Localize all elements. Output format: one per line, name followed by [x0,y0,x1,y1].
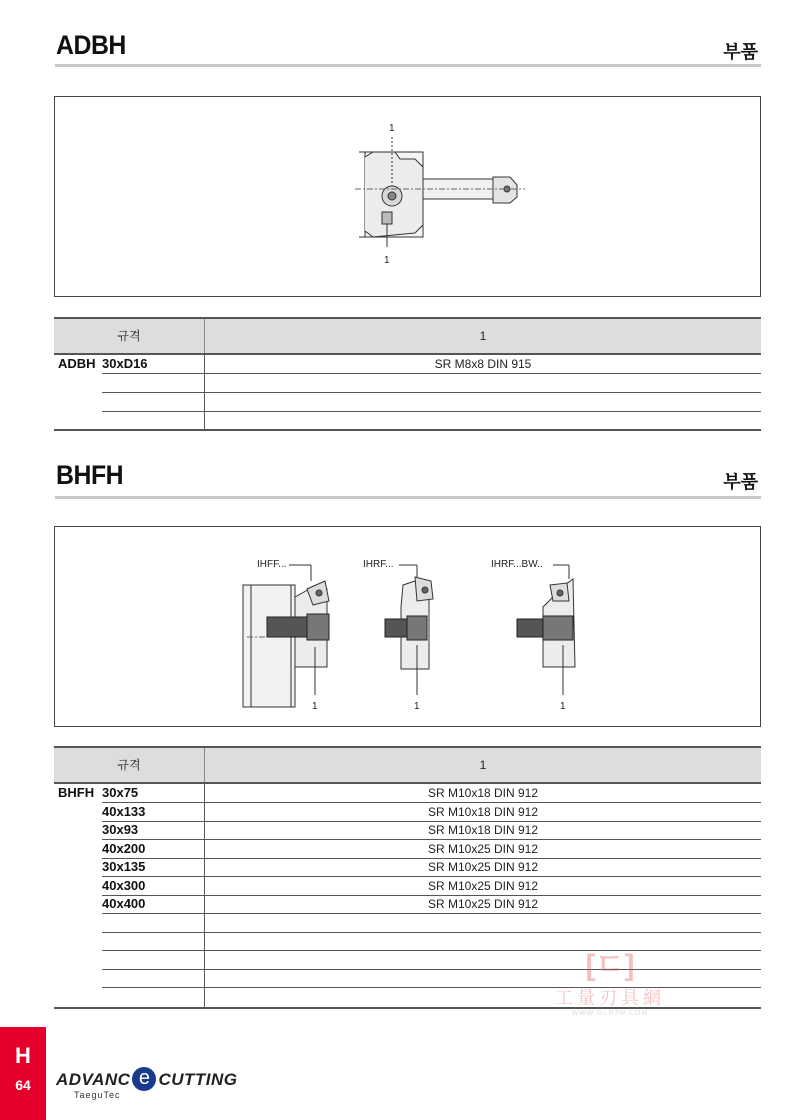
table-row [54,355,761,374]
callout-1: 1 [312,701,318,712]
brand-sub: TaeguTec [74,1090,121,1100]
group-code: ADBH [58,356,96,371]
label-ihff: IHFF... [257,559,287,570]
watermark-text: 工量刃具網 [555,988,665,1008]
table-header [54,317,761,355]
header-spec: 규격 [117,329,141,343]
table-row [54,821,761,840]
size-code: 30x135 [102,859,146,874]
size-code: 30x93 [102,822,139,837]
section-subtitle-bhfh: 부품 [723,472,758,493]
section-title-adbh: ADBH [56,30,126,60]
brand-right: CUTTING [158,1070,238,1089]
chapter-tab [0,1027,46,1120]
table-bottom-rule [54,429,761,431]
part-value: SR M10x25 DIN 912 [427,860,539,874]
section-title-bhfh: BHFH [56,460,124,490]
callout-2: 1 [414,701,420,712]
brand-logo [56,1066,238,1100]
size-code: 40x133 [102,803,146,819]
group-code: BHFH [58,785,95,800]
size-code: 40x200 [102,840,146,856]
figure-adbh [54,96,761,297]
part-value: SR M10x18 DIN 912 [427,804,539,819]
header-spec: 규격 [117,758,141,772]
brand-e-icon: e [132,1067,156,1091]
page-number: 64 [15,1077,31,1093]
brand-left: ADVANC [56,1070,131,1089]
part-value: SR M10x18 DIN 912 [427,823,539,837]
table-row [54,803,761,822]
table-header [54,746,761,784]
size-code: 40x400 [102,896,146,911]
callout-bottom: 1 [384,255,390,266]
part-value: SR M10x25 DIN 912 [427,897,539,911]
table-row [54,840,761,859]
title-rule [55,496,761,499]
watermark [540,940,680,1017]
section-subtitle-adbh: 부품 [723,42,758,63]
size-code: 40x300 [102,877,146,893]
table-row [54,877,761,896]
label-ihrf: IHRF... [363,559,394,570]
size-code: 30x75 [102,785,139,800]
size-code: 30xD16 [102,356,148,371]
table-row [54,784,761,803]
table-row [54,393,761,412]
callout-top: 1 [389,123,395,134]
table-row [54,914,761,933]
table-row [54,895,761,914]
label-ihrf-bw: IHRF...BW.. [491,559,543,570]
header-part: 1 [479,758,487,772]
watermark-mark: [ㄷ] [585,949,635,982]
figure-bhfh [54,526,761,727]
bhfh-drawing [55,527,762,728]
table-row [54,374,761,393]
part-value: SR M10x25 DIN 912 [427,841,539,856]
chapter-letter: H [15,1043,31,1068]
title-rule [55,64,761,67]
part-value: SR M10x25 DIN 912 [427,878,539,893]
callout-3: 1 [560,701,566,712]
header-part: 1 [479,329,487,343]
table-row [54,858,761,877]
adbh-drawing [55,97,762,298]
part-value: SR M8x8 DIN 915 [434,357,532,371]
watermark-url: WWW.GLRJW.COM [571,1010,649,1017]
part-value: SR M10x18 DIN 912 [427,786,539,800]
spec-table-adbh [54,317,761,431]
